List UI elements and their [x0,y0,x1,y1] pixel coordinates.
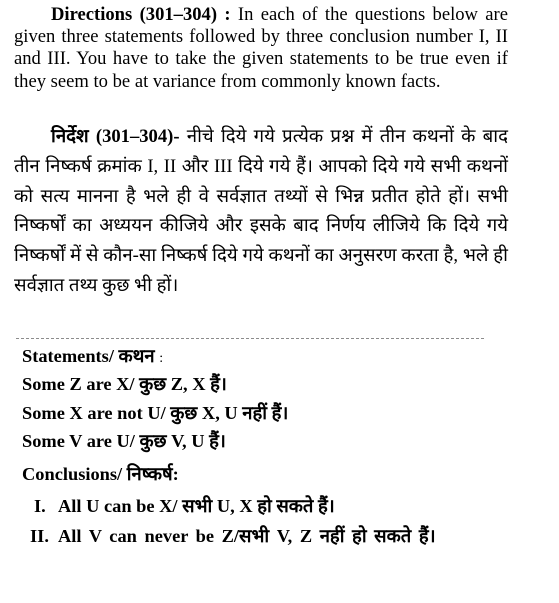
statement-item: Some V are U/ कुछ V, U हैं। [22,431,226,452]
statements-heading [22,343,492,369]
conclusion-text: All U can be X/ सभी U, X हो सकते हैं। [58,496,335,516]
directions-english-lead: Directions (301–304) : [51,4,231,25]
directions-hindi-body: नीचे दिये गये प्रत्येक प्रश्न में तीन कथनों के बाद तीन निष्कर्ष क्रमांक I, II और III दिये गये हैं। आपको दिये गये सभी कथनों को सत्य मानना है भले ही वे सर्वज्ञात तथ्यों से भिन्न प्रतीत होते हों। सभी निष्कर्षों का अध्ययन कीजिये और इसके बाद निर्णय लीजिये कि दिये गये निष्कर्षों में से कौन-सा निष्कर्ष दिये गये कथनों का अनुसरण करता है, भले ही सर्वज्ञात तथ्य कुछ भी हों। [14,126,508,296]
statement-item: Some Z are X/ कुछ Z, X हैं। [22,374,227,394]
directions-english [14,4,508,93]
statements-heading-label: Statements/ कथन [22,346,155,366]
directions-hindi [14,122,508,301]
directions-english-body: In each of the questions below are given three statements followed by three conclusion number I, II and III. You have to take the given statements to be true even if they seem to be at variance from commonly known facts. [14,4,508,92]
directions-hindi-lead: निर्देश (301–304)- [51,126,180,147]
section-divider [16,338,484,339]
conclusions-heading: Conclusions/ निष्कर्ष: [22,464,179,484]
statement-item: Some X are not U/ कुछ X, U नहीं हैं। [22,402,289,423]
conclusion-number: I. [34,496,46,516]
statements-block [22,343,492,455]
conclusion-text: All V can never be Z/सभी V, Z नहीं हो सकते हैं। [58,526,436,546]
statements-heading-separator: : [159,351,164,366]
conclusion-number: II. [30,526,49,546]
